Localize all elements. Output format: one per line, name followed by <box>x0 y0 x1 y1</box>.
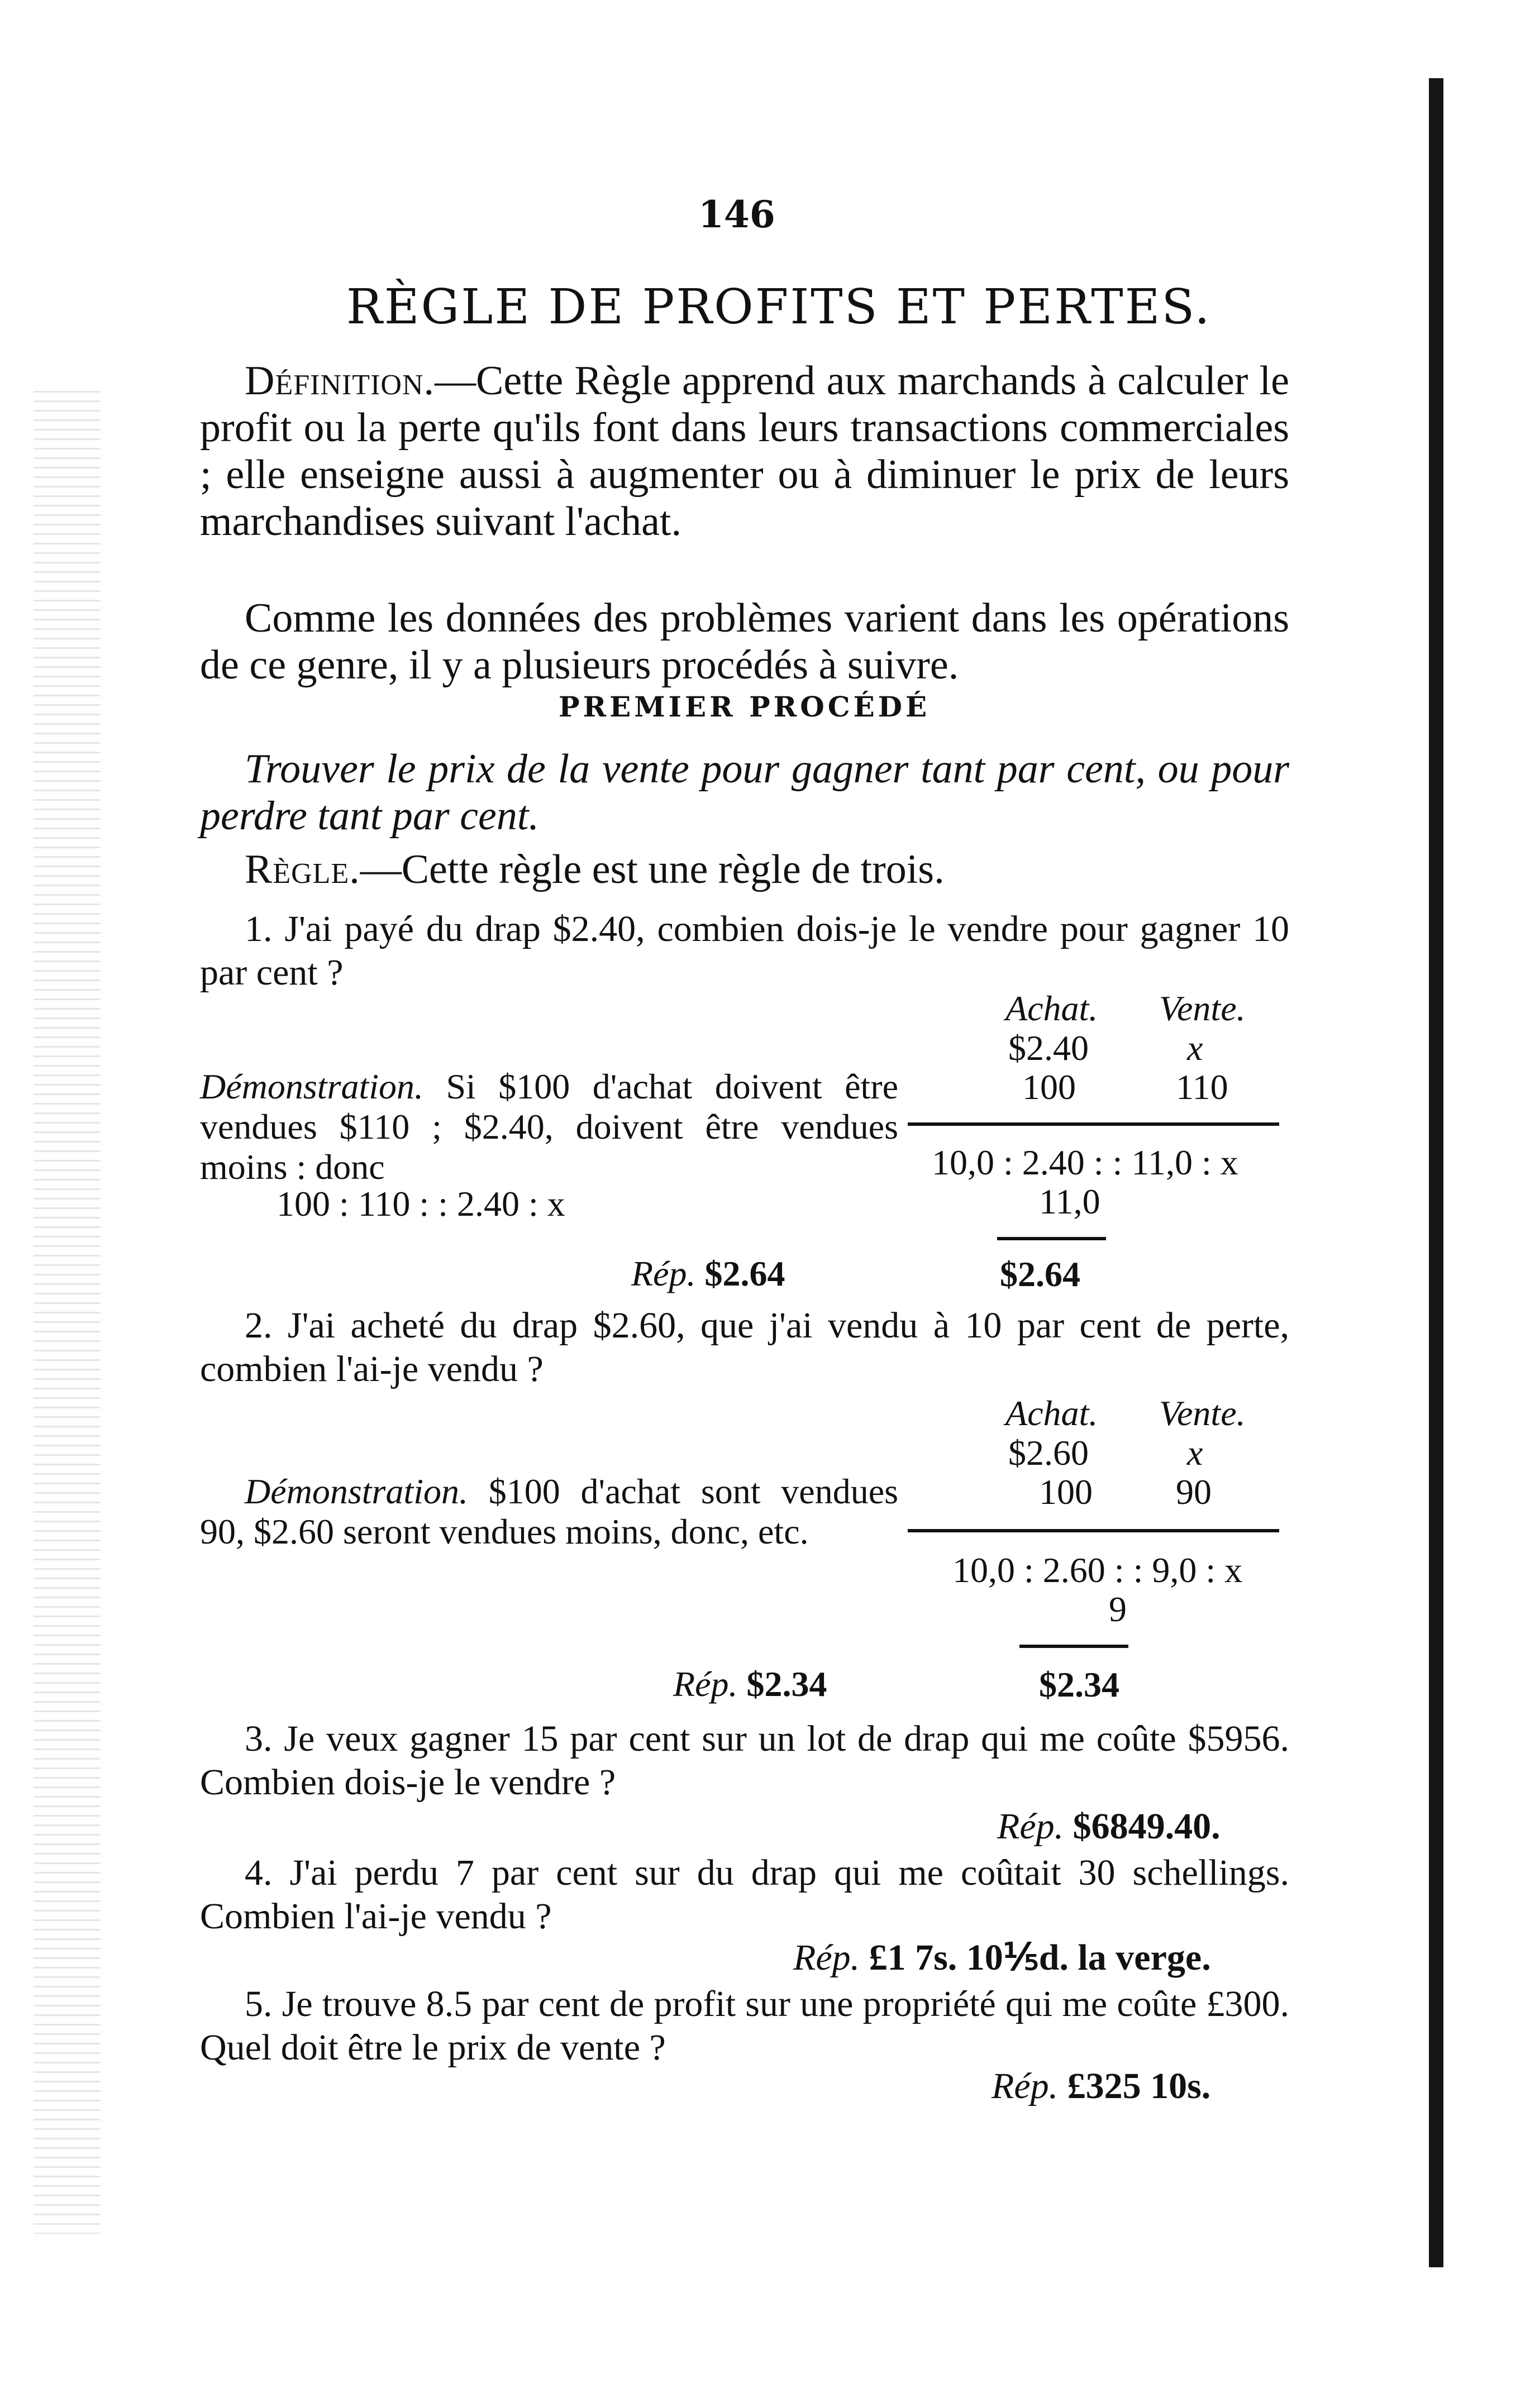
p2-rule-top <box>908 1529 1279 1532</box>
p2-col-vente: Vente. <box>1159 1393 1246 1433</box>
page-number: 146 <box>698 193 775 236</box>
p1-achat-base: 100 <box>1022 1067 1076 1107</box>
p1-vente-value: x <box>1187 1028 1203 1068</box>
intro-paragraph: Comme les données des problèmes varient dans les opérations de ce genre, il y a plusieurs procédés à suivre. <box>200 595 1289 688</box>
definition-text: —Cette Règle apprend aux marchands à calculer le profit ou la perte qu'ils font dans leurs transactions commerciales ; elle enseigne aussi à augmenter ou à diminuer le prix de leurs marchandises suivant l'achat. <box>200 358 1289 544</box>
problem-3-question: 3. Je veux gagner 15 par cent sur un lot de drap qui me coûte $5956. Combien dois-je le vendre ? <box>200 1718 1289 1803</box>
procedure-statement: Trouver le prix de la vente pour gagner tant par cent, ou pour perdre tant par cent. <box>200 746 1289 839</box>
rule-text: —Cette règle est une règle de trois. <box>360 847 945 892</box>
p1-rule-bottom <box>997 1237 1106 1240</box>
p4-rep-label: Rép. <box>793 1937 860 1978</box>
p4-answer <box>793 1938 1211 1978</box>
p3-answer <box>997 1807 1221 1847</box>
p4-rep-value: £1 7s. 10⅕d. la verge. <box>869 1937 1211 1978</box>
p1-answer <box>631 1254 785 1294</box>
problem-5-question: 5. Je trouve 8.5 par cent de profit sur une propriété qui me coûte £300. Quel doit être le prix de vente ? <box>200 1984 1289 2068</box>
p2-demo-label: Démonstration. <box>245 1471 468 1511</box>
definition-paragraph <box>200 357 1289 592</box>
p3-rep-value: $6849.40. <box>1073 1806 1221 1847</box>
p1-rep-value: $2.64 <box>704 1254 785 1293</box>
p1-col-achat: Achat. <box>1005 988 1098 1028</box>
p1-achat-value: $2.40 <box>1008 1028 1089 1068</box>
p3-rep-label: Rép. <box>997 1806 1064 1847</box>
p2-result: $2.34 <box>1039 1665 1119 1704</box>
p1-rep-label: Rép. <box>631 1254 696 1293</box>
p1-demo-formula: 100 : 110 : : 2.40 : x <box>277 1184 565 1224</box>
p2-calc-partial: 9 <box>1109 1589 1127 1629</box>
p1-col-vente: Vente. <box>1159 988 1246 1028</box>
p1-demo-text: Si $100 d'achat doivent être vendues $110 ; $2.40, doivent être vendues moins : donc <box>200 1067 899 1187</box>
scan-gutter-noise <box>34 391 101 2234</box>
p2-vente-base: 90 <box>1176 1472 1212 1512</box>
p2-achat-value: $2.60 <box>1008 1433 1089 1473</box>
p2-rule-bottom <box>1019 1645 1128 1648</box>
p2-rep-value: $2.34 <box>746 1664 827 1704</box>
rule-label: Règle. <box>245 847 360 892</box>
p2-vente-value: x <box>1187 1433 1203 1473</box>
p2-answer <box>673 1664 827 1704</box>
p2-col-achat: Achat. <box>1005 1393 1098 1433</box>
p2-demo-text: $100 d'achat sont vendues 90, $2.60 seront vendues moins, donc, etc. <box>200 1471 898 1551</box>
p1-demo-label: Démonstration. <box>200 1067 423 1106</box>
problem-4-question: 4. J'ai perdu 7 par cent sur du drap qui me coûtait 30 schellings. Combien l'ai-je vendu ? <box>200 1852 1289 1937</box>
p1-rule-top <box>908 1122 1279 1126</box>
p5-rep-value: £325 10s. <box>1067 2066 1211 2106</box>
p2-achat-base: 100 <box>1039 1472 1093 1512</box>
p1-calc-partial: 11,0 <box>1039 1182 1100 1221</box>
p1-demonstration <box>200 1067 898 1187</box>
p5-answer <box>992 2066 1210 2106</box>
page-edge-shadow <box>1429 78 1443 2267</box>
p2-rep-label: Rép. <box>673 1664 738 1704</box>
p2-calc-line: 10,0 : 2.60 : : 9,0 : x <box>952 1550 1243 1590</box>
problem-2-question: 2. J'ai acheté du drap $2.60, que j'ai vendu à 10 par cent de perte, combien l'ai-je vendu ? <box>200 1305 1289 1389</box>
rule-paragraph <box>200 846 1289 893</box>
p1-calc-line: 10,0 : 2.40 : : 11,0 : x <box>932 1143 1238 1182</box>
p2-demonstration <box>200 1471 898 1552</box>
p1-vente-base: 110 <box>1176 1067 1228 1107</box>
definition-label: Définition. <box>245 358 435 404</box>
problem-1-question: 1. J'ai payé du drap $2.40, combien dois-je le vendre pour gagner 10 par cent ? <box>200 909 1289 993</box>
procedure-heading: PREMIER PROCÉDÉ <box>559 690 931 723</box>
p1-result: $2.64 <box>1000 1254 1080 1294</box>
section-title: RÈGLE DE PROFITS ET PERTES. <box>346 279 1212 335</box>
p5-rep-label: Rép. <box>992 2066 1059 2106</box>
